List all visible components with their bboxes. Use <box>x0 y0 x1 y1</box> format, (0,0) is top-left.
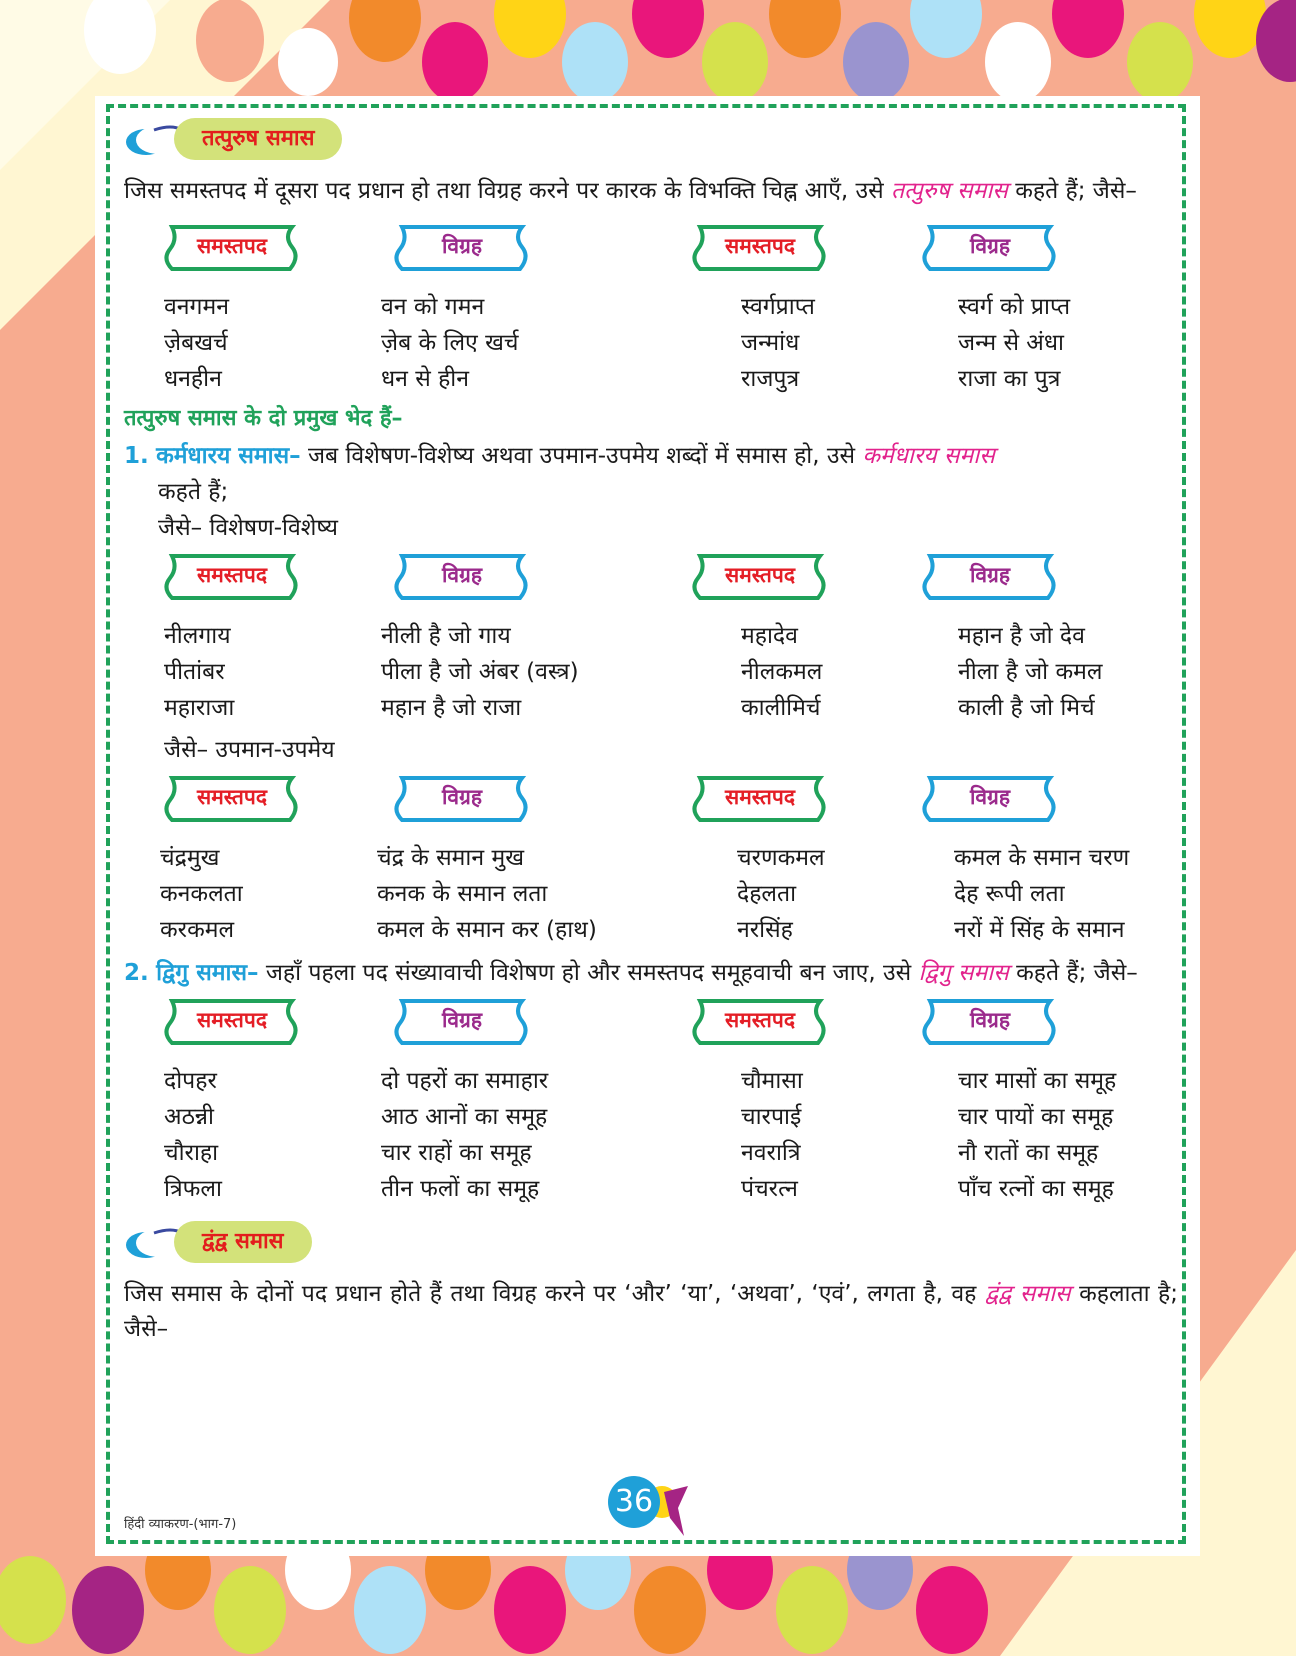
cell: महादेव <box>741 623 798 649</box>
dvigu-definition <box>124 956 1178 991</box>
cell: चंद्रमुख <box>160 845 220 871</box>
vigrah-badge <box>388 550 536 606</box>
cell: पंचरत्न <box>741 1176 798 1202</box>
karmadharay-examples-1 <box>124 618 1178 726</box>
cell: राजपुत्र <box>741 366 800 392</box>
badge-label: समस्तपद <box>725 234 795 258</box>
cell: जन्मांध <box>741 330 800 356</box>
karmadharay-definition <box>124 439 1178 474</box>
highlight-term: द्वंद्व समास <box>984 1281 1071 1307</box>
cell: कमल के समान चरण <box>954 845 1130 871</box>
cell: दोपहर <box>164 1068 217 1094</box>
cell: नौ रातों का समूह <box>958 1140 1099 1166</box>
cell: नरसिंह <box>737 917 793 943</box>
tatpurush-definition <box>124 174 1178 209</box>
cell: करकमल <box>160 917 235 943</box>
vigrah-badge <box>916 550 1064 606</box>
cell: त्रिफला <box>164 1176 222 1202</box>
cell: देह रूपी लता <box>954 881 1065 907</box>
definition-tail: कहते हैं; जैसे– <box>1016 960 1138 986</box>
samastpad-badge <box>686 550 834 606</box>
badge-label: विग्रह <box>969 1008 1011 1032</box>
cell: पीला है जो अंबर (वस्त्र) <box>381 659 579 685</box>
page-content <box>124 118 1178 1538</box>
badge-label: समस्तपद <box>197 785 267 809</box>
section-title: तत्पुरुष समास <box>174 118 342 160</box>
cell: देहलता <box>737 881 797 907</box>
vigrah-badge <box>916 772 1064 828</box>
example-heading: जैसे– विशेषण-विशेष्य <box>158 515 338 541</box>
vigrah-badge <box>388 221 536 277</box>
badge-label: विग्रह <box>441 563 483 587</box>
badge-label: समस्तपद <box>197 1008 267 1032</box>
cell: जन्म से अंधा <box>958 330 1064 356</box>
cell: चंद्र के समान मुख <box>377 845 525 871</box>
book-title-footer: हिंदी व्याकरण-(भाग-7) <box>124 1517 237 1532</box>
cell: कालीमिर्च <box>741 695 821 721</box>
samastpad-badge <box>686 221 834 277</box>
cell: पीतांबर <box>164 659 225 685</box>
cell: नवरात्रि <box>741 1140 801 1166</box>
section-heading-dvandva <box>124 1221 1178 1267</box>
label-row <box>124 221 1178 279</box>
badge-label: समस्तपद <box>725 1008 795 1032</box>
vigrah-badge <box>388 995 536 1051</box>
tatpurush-examples <box>124 289 1178 397</box>
definition-text: जहाँ पहला पद संख्यावाची विशेषण हो और समस्तपद समूहवाची बन जाए, उसे <box>265 960 912 986</box>
page-number: 36 <box>608 1476 660 1528</box>
cell: चौमासा <box>741 1068 803 1094</box>
cell: चार राहों का समूह <box>381 1140 532 1166</box>
label-row <box>124 550 1178 608</box>
cell: राजा का पुत्र <box>958 366 1061 392</box>
cell: महान है जो देव <box>958 623 1085 649</box>
definition-text: जब विशेषण-विशेष्य अथवा उपमान-उपमेय शब्दों में समास हो, उसे <box>307 443 856 469</box>
badge-label: समस्तपद <box>725 563 795 587</box>
cell: ज़ेबखर्च <box>164 330 228 356</box>
cell: दो पहरों का समाहार <box>381 1068 549 1094</box>
samastpad-badge <box>158 995 306 1051</box>
cell: आठ आनों का समूह <box>381 1104 548 1130</box>
cell: ज़ेब के लिए खर्च <box>381 330 519 356</box>
dvandva-definition <box>124 1277 1178 1347</box>
vigrah-badge <box>388 772 536 828</box>
cell: पाँच रत्नों का समूह <box>958 1176 1114 1202</box>
cell: काली है जो मिर्च <box>958 695 1095 721</box>
definition-text: जिस समस्तपद में दूसरा पद प्रधान हो तथा विग्रह करने पर कारक के विभक्ति चिह्न आएँ, उसे <box>124 178 884 204</box>
vigrah-badge <box>916 995 1064 1051</box>
types-heading: तत्पुरुष समास के दो प्रमुख भेद हैं– <box>124 406 403 431</box>
cell: चार पायों का समूह <box>958 1104 1114 1130</box>
badge-label: विग्रह <box>969 785 1011 809</box>
section-heading-tatpurush <box>124 118 1178 164</box>
cell: अठन्नी <box>164 1104 215 1130</box>
dvigu-examples <box>124 1063 1178 1207</box>
cell: चौराहा <box>164 1140 219 1166</box>
cell: धन से हीन <box>381 366 470 392</box>
badge-label: समस्तपद <box>197 234 267 258</box>
label-row <box>124 995 1178 1053</box>
definition-tail: कहते हैं; जैसे– <box>1015 178 1137 204</box>
cell: कनकलता <box>160 881 243 907</box>
cell: नरों में सिंह के समान <box>954 917 1125 943</box>
term: कर्मधारय समास– <box>156 443 301 469</box>
badge-label: विग्रह <box>969 234 1011 258</box>
badge-label: विग्रह <box>441 785 483 809</box>
cell: तीन फलों का समूह <box>381 1176 540 1202</box>
karmadharay-tail: कहते हैं; <box>158 479 229 505</box>
cell: कनक के समान लता <box>377 881 548 907</box>
samastpad-badge <box>686 772 834 828</box>
cell: वन को गमन <box>381 294 485 320</box>
badge-label: समस्तपद <box>725 785 795 809</box>
samastpad-badge <box>158 221 306 277</box>
example-heading: जैसे– उपमान-उपमेय <box>164 737 335 763</box>
cell: कमल के समान कर (हाथ) <box>377 917 597 943</box>
cell: वनगमन <box>164 294 230 320</box>
samastpad-badge <box>686 995 834 1051</box>
badge-label: समस्तपद <box>197 563 267 587</box>
highlight-term: द्विगु समास <box>918 960 1009 986</box>
cell: नीलकमल <box>741 659 823 685</box>
vigrah-badge <box>916 221 1064 277</box>
cell: चरणकमल <box>737 845 825 871</box>
cell: नीला है जो कमल <box>958 659 1103 685</box>
cell: महान है जो राजा <box>381 695 522 721</box>
badge-label: विग्रह <box>969 563 1011 587</box>
section-title: द्वंद्व समास <box>174 1221 312 1263</box>
karmadharay-examples-2 <box>124 840 1178 948</box>
cell: महाराजा <box>164 695 235 721</box>
badge-label: विग्रह <box>441 234 483 258</box>
label-row <box>124 772 1178 830</box>
item-number: 1. <box>124 443 149 469</box>
term: द्विगु समास– <box>156 960 259 986</box>
cell: चार मासों का समूह <box>958 1068 1117 1094</box>
definition-text: जिस समास के दोनों पद प्रधान होते हैं तथा विग्रह करने पर ‘और’ ‘या’, ‘अथवा’, ‘एवं’, लगता है, वह <box>124 1281 977 1307</box>
samastpad-badge <box>158 550 306 606</box>
cell: धनहीन <box>164 366 222 392</box>
cell: नीली है जो गाय <box>381 623 511 649</box>
cell: नीलगाय <box>164 623 231 649</box>
item-number: 2. <box>124 960 149 986</box>
highlight-term: कर्मधारय समास <box>862 443 995 469</box>
cell: चारपाई <box>741 1104 802 1130</box>
definition-tail: कहलाता है; जैसे– <box>124 1281 1178 1342</box>
cell: स्वर्ग को प्राप्त <box>958 294 1071 320</box>
samastpad-badge <box>158 772 306 828</box>
badge-label: विग्रह <box>441 1008 483 1032</box>
cell: स्वर्गप्राप्त <box>741 294 815 320</box>
highlight-term: तत्पुरुष समास <box>891 178 1008 204</box>
